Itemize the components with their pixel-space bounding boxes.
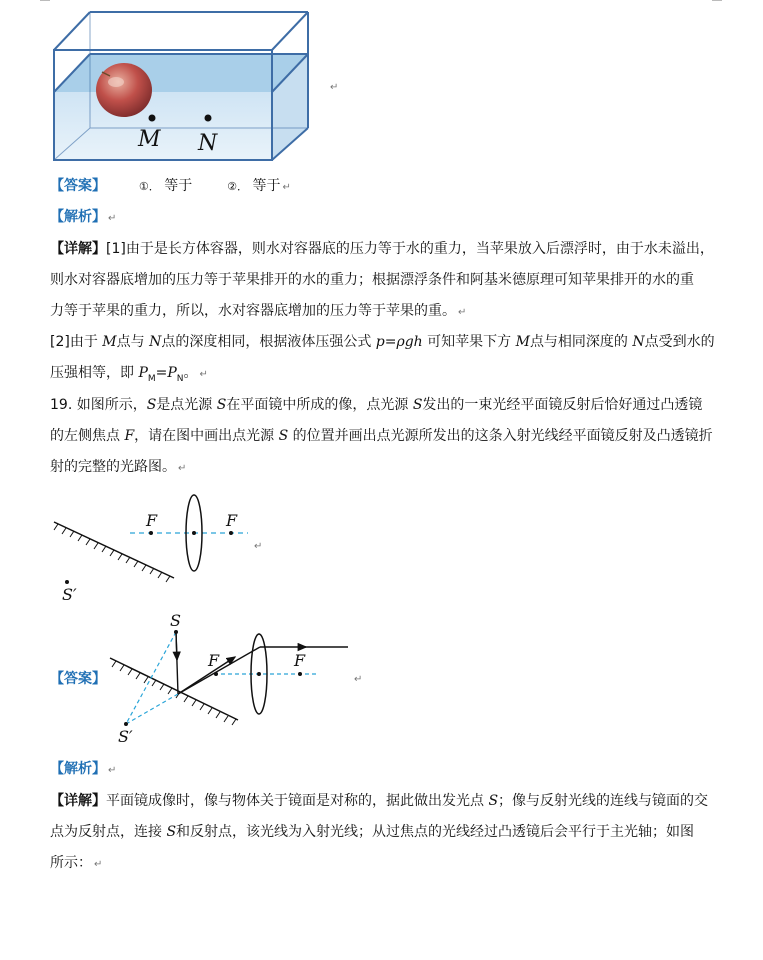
text: 压强相等，即 (50, 365, 139, 381)
var-s: S (146, 397, 157, 413)
source-point-dot (174, 630, 178, 634)
detail-2-line-1 (50, 791, 708, 811)
text: 点与 (116, 334, 150, 350)
label-s-prime: S′ (62, 585, 77, 604)
return-mark: ↵ (354, 674, 363, 685)
var-s: S (166, 824, 177, 840)
apple-icon (96, 63, 152, 117)
text: 的位置并画出点光源所发出的这条入射光线经平面镜反射及凸透镜折 (288, 428, 713, 444)
lens-center-dot (192, 531, 196, 535)
answer-tag: 【答案】 (50, 671, 106, 687)
var-f: F (124, 428, 135, 444)
answer-tag: 【答案】 (50, 178, 106, 194)
detail-1-text-2: 则水对容器底增加的压力等于苹果排开的水的重力；根据漂浮条件和阿基米德原理可知苹果排开的水的重 (50, 272, 694, 288)
focus-right-dot (298, 672, 302, 676)
detail-1-p2-line-1 (50, 332, 715, 352)
pressure-formula: p=ρgh (375, 334, 423, 350)
image-point-dot (124, 722, 128, 726)
text: ；像与反射光线的连线与镜面的交 (498, 793, 709, 809)
text: 所示： (50, 855, 92, 871)
var-m: M (102, 334, 117, 350)
tank-figure (52, 10, 312, 168)
detail-2-line-3: 所示： ↵ (50, 855, 103, 871)
text: 平面镜成像时，像与物体关于镜面是对称的，据此做出发光点 (106, 793, 489, 809)
crop-mark-right (712, 0, 722, 1)
crop-mark-left (40, 0, 50, 1)
analysis-2-line: 【解析】 ↵ (50, 761, 117, 777)
detail-1-p2-line-2: 压强相等，即 $P_M=P_N$。 ↵ (50, 365, 208, 384)
focus-left-dot (149, 531, 153, 535)
lens-center-dot (257, 672, 261, 676)
question-19-line-2 (50, 426, 713, 446)
label-f-left: F (208, 651, 220, 670)
detail-1-line-1 (50, 239, 714, 259)
blank-2-answer: 等于 (252, 178, 281, 194)
var-s: S (488, 793, 499, 809)
var-p: P (167, 365, 177, 381)
water-surface (54, 54, 308, 92)
detail-tag: 【详解】 (50, 241, 106, 257)
answer-optics-figure (104, 608, 354, 748)
equals: = (155, 365, 168, 381)
return-mark: ↵ (254, 541, 263, 552)
subscript-n: N (176, 373, 184, 384)
text: 19. 如图所示， (50, 397, 147, 413)
detail-2-line-2 (50, 822, 694, 842)
point-m (149, 115, 156, 122)
text: 点与相同深度的 (529, 334, 633, 350)
text: ，请在图中画出点光源 (134, 428, 279, 444)
point-n (205, 115, 212, 122)
question-19-line-3: 射的完整的光路图。 ↵ (50, 459, 187, 475)
label-s: S (170, 611, 181, 630)
detail-1-line-3: 力等于苹果的重力，所以，水对容器底增加的压力等于苹果的重。 ↵ (50, 303, 467, 319)
var-s: S (278, 428, 289, 444)
text: 是点光源 (156, 397, 217, 413)
text: 点受到水的 (644, 334, 715, 350)
label-f-right: F (294, 651, 306, 670)
text: 和反射点，该光线为入射光线；从过焦点的光线经过凸透镜后会平行于主光轴；如图 (176, 824, 695, 840)
text: 的左侧焦点 (50, 428, 125, 444)
text: 在平面镜中所成的像，点光源 (226, 397, 413, 413)
label-m: M (138, 127, 161, 152)
incident-ray-arrow (176, 632, 177, 660)
subscript-m: M (147, 373, 156, 384)
analysis-tag: 【解析】 (50, 209, 106, 225)
label-n: N (198, 131, 218, 156)
text: 射的完整的光路图。 (50, 459, 176, 475)
text: 。 (183, 365, 198, 381)
question-optics-figure (48, 484, 288, 604)
construction-lines (126, 632, 316, 724)
image-point-dot (65, 580, 69, 584)
var-n: N (149, 334, 162, 350)
label-f-left: F (146, 511, 158, 530)
var-s: S (412, 397, 423, 413)
var-p: P (138, 365, 148, 381)
analysis-tag: 【解析】 (50, 761, 106, 777)
answer-2-line (50, 669, 106, 689)
detail-1-text-3: 力等于苹果的重力，所以，水对容器底增加的压力等于苹果的重。 (50, 303, 456, 319)
detail-1-text-1: [1]由于是长方体容器，则水对容器底的压力等于水的重力，当苹果放入后漂浮时，由于水未溢出， (106, 241, 714, 257)
text: [2]由于 (50, 334, 103, 350)
text: 点的深度相同，根据液体压强公式 (161, 334, 376, 350)
question-19-line-1 (50, 395, 702, 415)
text: 点为反射点，连接 (50, 824, 167, 840)
detail-tag: 【详解】 (50, 793, 106, 809)
detail-1-line-2 (50, 270, 694, 290)
var-n: N (632, 334, 645, 350)
water-front (54, 92, 272, 160)
label-s-prime: S′ (118, 727, 133, 746)
blank-2-number: ②． (227, 180, 249, 193)
var-s: S (216, 397, 227, 413)
text: 可知苹果下方 (422, 334, 516, 350)
blank-1-answer: 等于 (164, 178, 193, 194)
analysis-1-line: 【解析】 ↵ (50, 209, 117, 225)
blank-1-number: ①． (138, 180, 160, 193)
focus-right-dot (229, 531, 233, 535)
text: 发出的一束光经平面镜反射后恰好通过凸透镜 (422, 397, 703, 413)
label-f-right: F (226, 511, 238, 530)
var-m: M (515, 334, 530, 350)
focus-left-dot (214, 672, 218, 676)
return-mark: ↵ (330, 82, 339, 93)
answer-1-line: 【答案】 ①． 等于 ②． 等于 ↵ (50, 178, 291, 194)
